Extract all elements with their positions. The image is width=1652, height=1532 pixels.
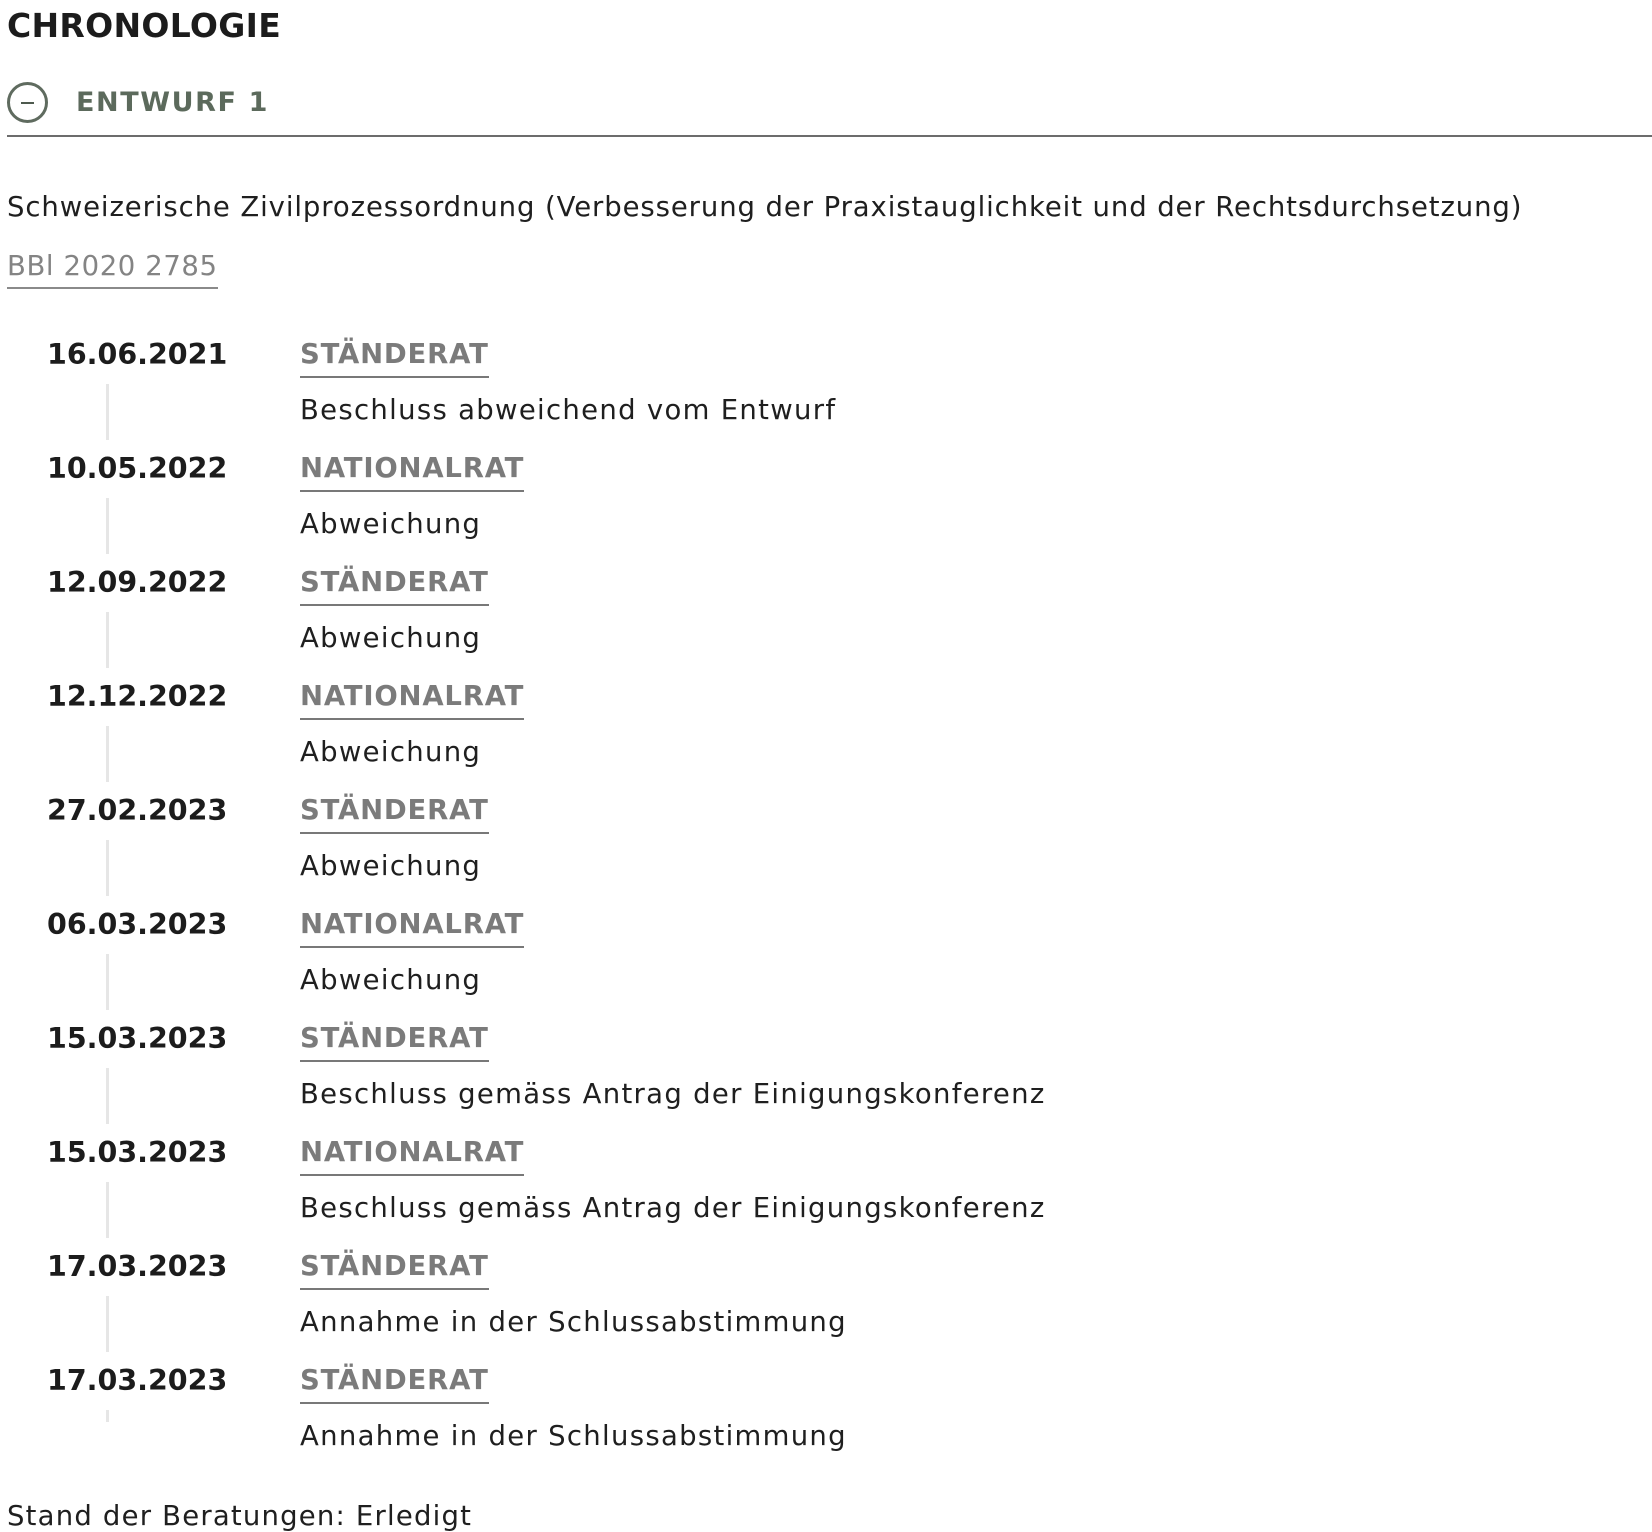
entry-date: 15.03.2023: [47, 1022, 228, 1055]
deliberation-status: Stand der Beratungen: Erledigt: [7, 1500, 473, 1532]
entry-decision: Annahme in der Schlussabstimmung: [300, 1306, 847, 1338]
timeline-entry: [0, 566, 1652, 680]
council-link[interactable]: STÄNDERAT: [300, 1250, 489, 1290]
timeline: [0, 338, 1652, 1478]
entry-date: 17.03.2023: [47, 1364, 228, 1397]
timeline-connector: [106, 726, 109, 782]
entry-date: 16.06.2021: [47, 338, 228, 371]
entry-date: 15.03.2023: [47, 1136, 228, 1169]
entry-date: 17.03.2023: [47, 1250, 228, 1283]
council-link[interactable]: NATIONALRAT: [300, 908, 524, 948]
entry-decision: Abweichung: [300, 964, 482, 996]
entry-decision: Beschluss gemäss Antrag der Einigungskonferenz: [300, 1192, 1046, 1224]
council-link[interactable]: NATIONALRAT: [300, 1136, 524, 1176]
council-link[interactable]: STÄNDERAT: [300, 1364, 489, 1404]
draft-toggle[interactable]: [7, 78, 269, 126]
entry-date: 12.12.2022: [47, 680, 228, 713]
entry-decision: Abweichung: [300, 850, 482, 882]
entry-date: 06.03.2023: [47, 908, 228, 941]
timeline-connector: [106, 1182, 109, 1238]
council-link[interactable]: NATIONALRAT: [300, 452, 524, 492]
timeline-entry: [0, 1364, 1652, 1478]
timeline-connector: [106, 1296, 109, 1352]
timeline-connector: [106, 498, 109, 554]
council-link[interactable]: STÄNDERAT: [300, 338, 489, 378]
timeline-entry: [0, 908, 1652, 1022]
entry-decision: Abweichung: [300, 508, 482, 540]
timeline-entry: [0, 338, 1652, 452]
timeline-connector: [106, 840, 109, 896]
timeline-entry: [0, 1250, 1652, 1364]
timeline-entry: [0, 680, 1652, 794]
council-link[interactable]: STÄNDERAT: [300, 566, 489, 606]
timeline-entry: [0, 1022, 1652, 1136]
minus-circle-icon[interactable]: [7, 82, 48, 123]
timeline-connector: [106, 612, 109, 668]
entry-date: 10.05.2022: [47, 452, 228, 485]
timeline-entry: [0, 452, 1652, 566]
timeline-entry: [0, 794, 1652, 908]
timeline-connector: [106, 384, 109, 440]
timeline-connector: [106, 954, 109, 1010]
entry-decision: Beschluss gemäss Antrag der Einigungskonferenz: [300, 1078, 1046, 1110]
draft-subject: Schweizerische Zivilprozessordnung (Verbesserung der Praxistauglichkeit und der Rechtsdurchsetzung): [7, 191, 1523, 223]
entry-decision: Abweichung: [300, 736, 482, 768]
entry-date: 12.09.2022: [47, 566, 228, 599]
timeline-entry: [0, 1136, 1652, 1250]
entry-date: 27.02.2023: [47, 794, 228, 827]
entry-decision: Annahme in der Schlussabstimmung: [300, 1420, 847, 1452]
entry-decision: Beschluss abweichend vom Entwurf: [300, 394, 837, 426]
entry-decision: Abweichung: [300, 622, 482, 654]
council-link[interactable]: NATIONALRAT: [300, 680, 524, 720]
timeline-connector: [106, 1410, 109, 1422]
draft-label: ENTWURF 1: [76, 86, 269, 118]
timeline-connector: [106, 1068, 109, 1124]
section-title: CHRONOLOGIE: [7, 6, 282, 45]
council-link[interactable]: STÄNDERAT: [300, 1022, 489, 1062]
bbl-reference-link[interactable]: BBl 2020 2785: [7, 250, 218, 289]
council-link[interactable]: STÄNDERAT: [300, 794, 489, 834]
section-divider: [7, 135, 1652, 137]
